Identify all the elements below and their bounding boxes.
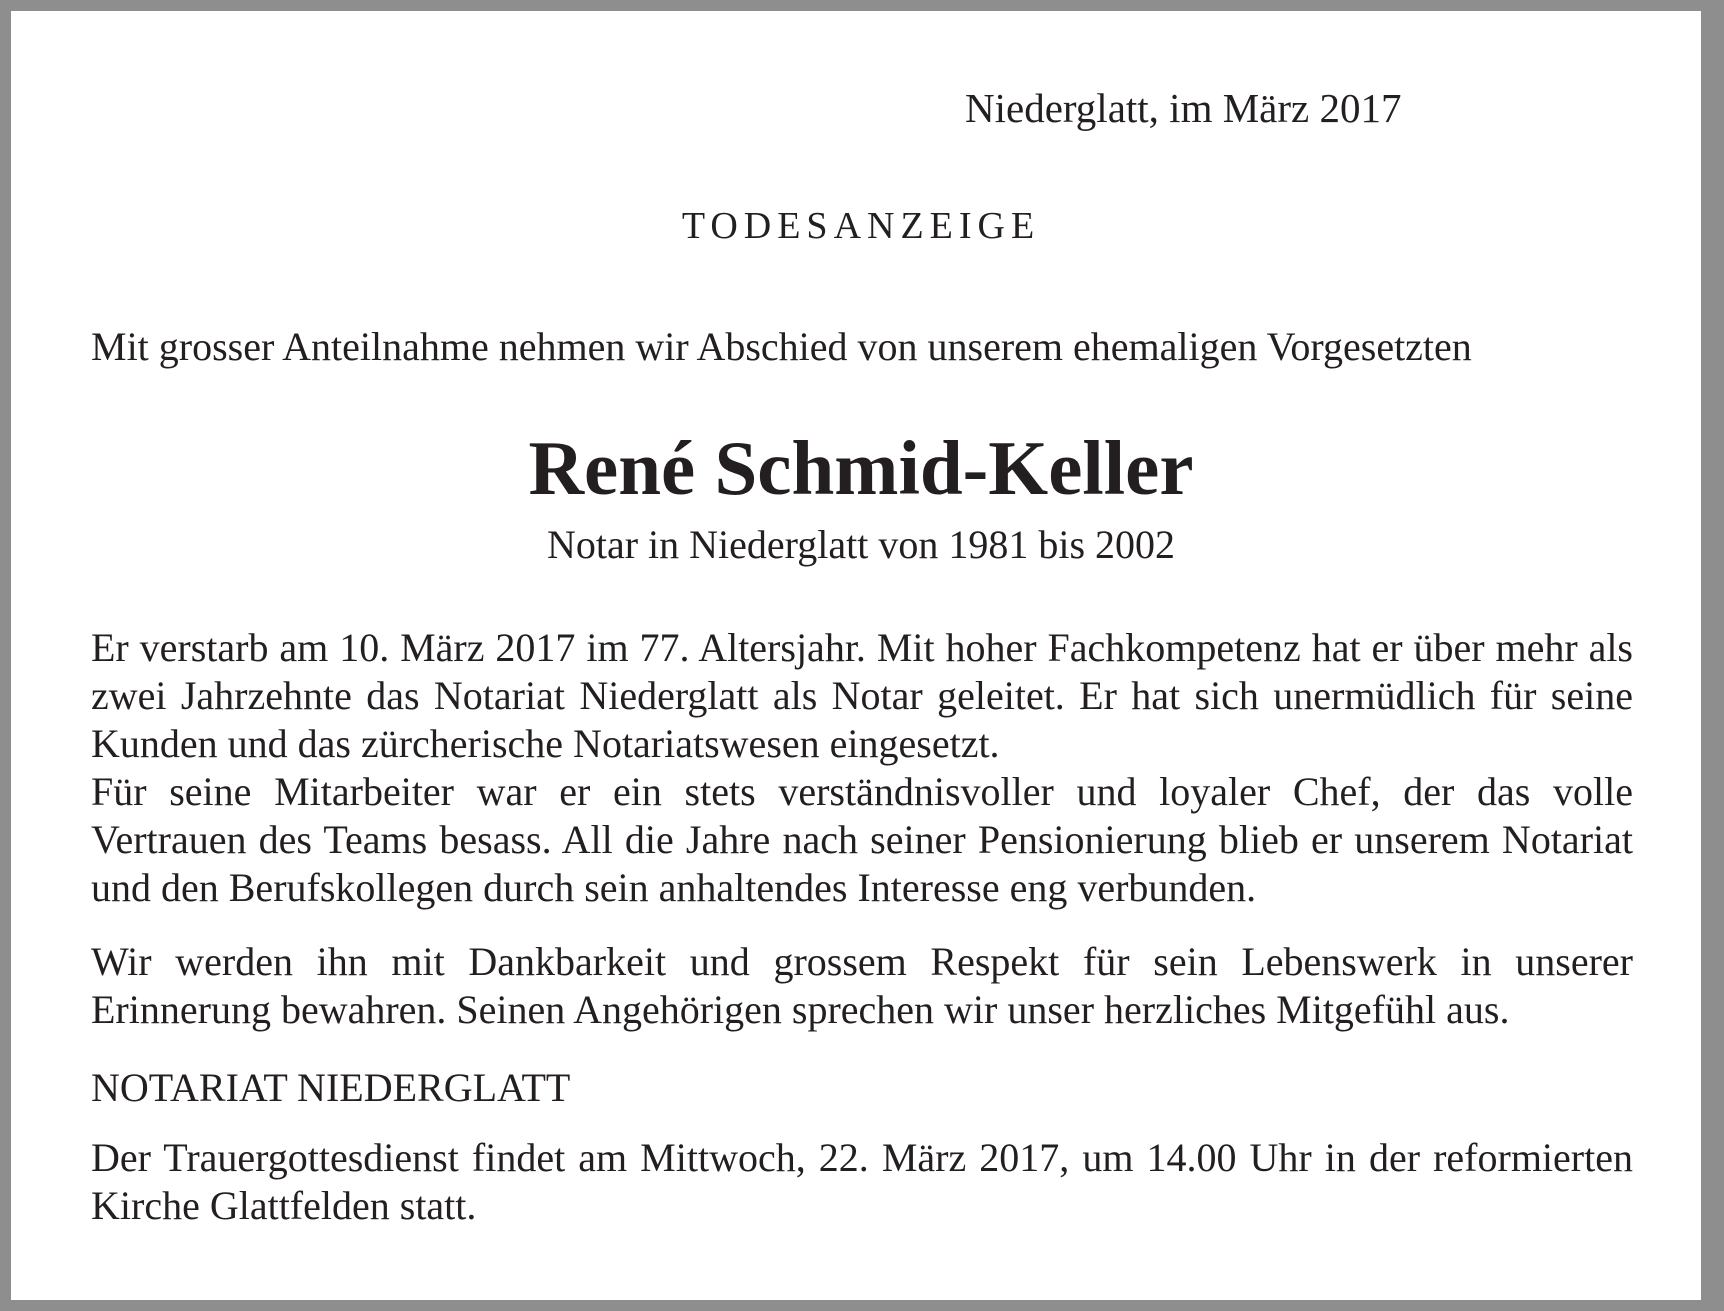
deceased-name: René Schmid-Keller: [528, 425, 1194, 511]
funeral-service-info: Der Trauergottesdienst findet am Mittwoch, 22. März 2017, um 14.00 Uhr in der reformierten Kirche Glattfelden statt.: [91, 1135, 1633, 1228]
paragraph-condolence: Wir werden ihn mit Dankbarkeit und grossem Respekt für sein Lebenswerk in unserer Erinnerung bewahren. Seinen Angehörigen sprechen wir unser herzliches Mitgefühl aus.: [91, 939, 1633, 1032]
place-date: Niederglatt, im März 2017: [965, 85, 1402, 131]
signature: NOTARIAT NIEDERGLATT: [91, 1065, 571, 1110]
deceased-role: Notar in Niederglatt von 1981 bis 2002: [546, 522, 1176, 567]
intro-text: Mit grosser Anteilnahme nehmen wir Abschied von unserem ehemaligen Vorgesetzten: [91, 324, 1472, 369]
paragraph-staff: Für seine Mitarbeiter war er ein stets verständnisvoller und loyaler Chef, der das volle Vertrauen des Teams besass. All die Jahre nach seiner Pensionierung blieb er unserem Notariat und den Berufskollegen durch sein anhaltendes Interesse eng verbunden.: [91, 769, 1633, 910]
notice-heading: TODESANZEIGE: [681, 205, 1041, 247]
paragraph-death-career: Er verstarb am 10. März 2017 im 77. Altersjahr. Mit hoher Fachkompetenz hat er über mehr als zwei Jahrzehnte das Notariat Niederglatt als Notar geleitet. Er hat sich unermüdlich für seine Kunden und das zürcherische Notariatswesen eingesetzt.: [91, 625, 1633, 766]
